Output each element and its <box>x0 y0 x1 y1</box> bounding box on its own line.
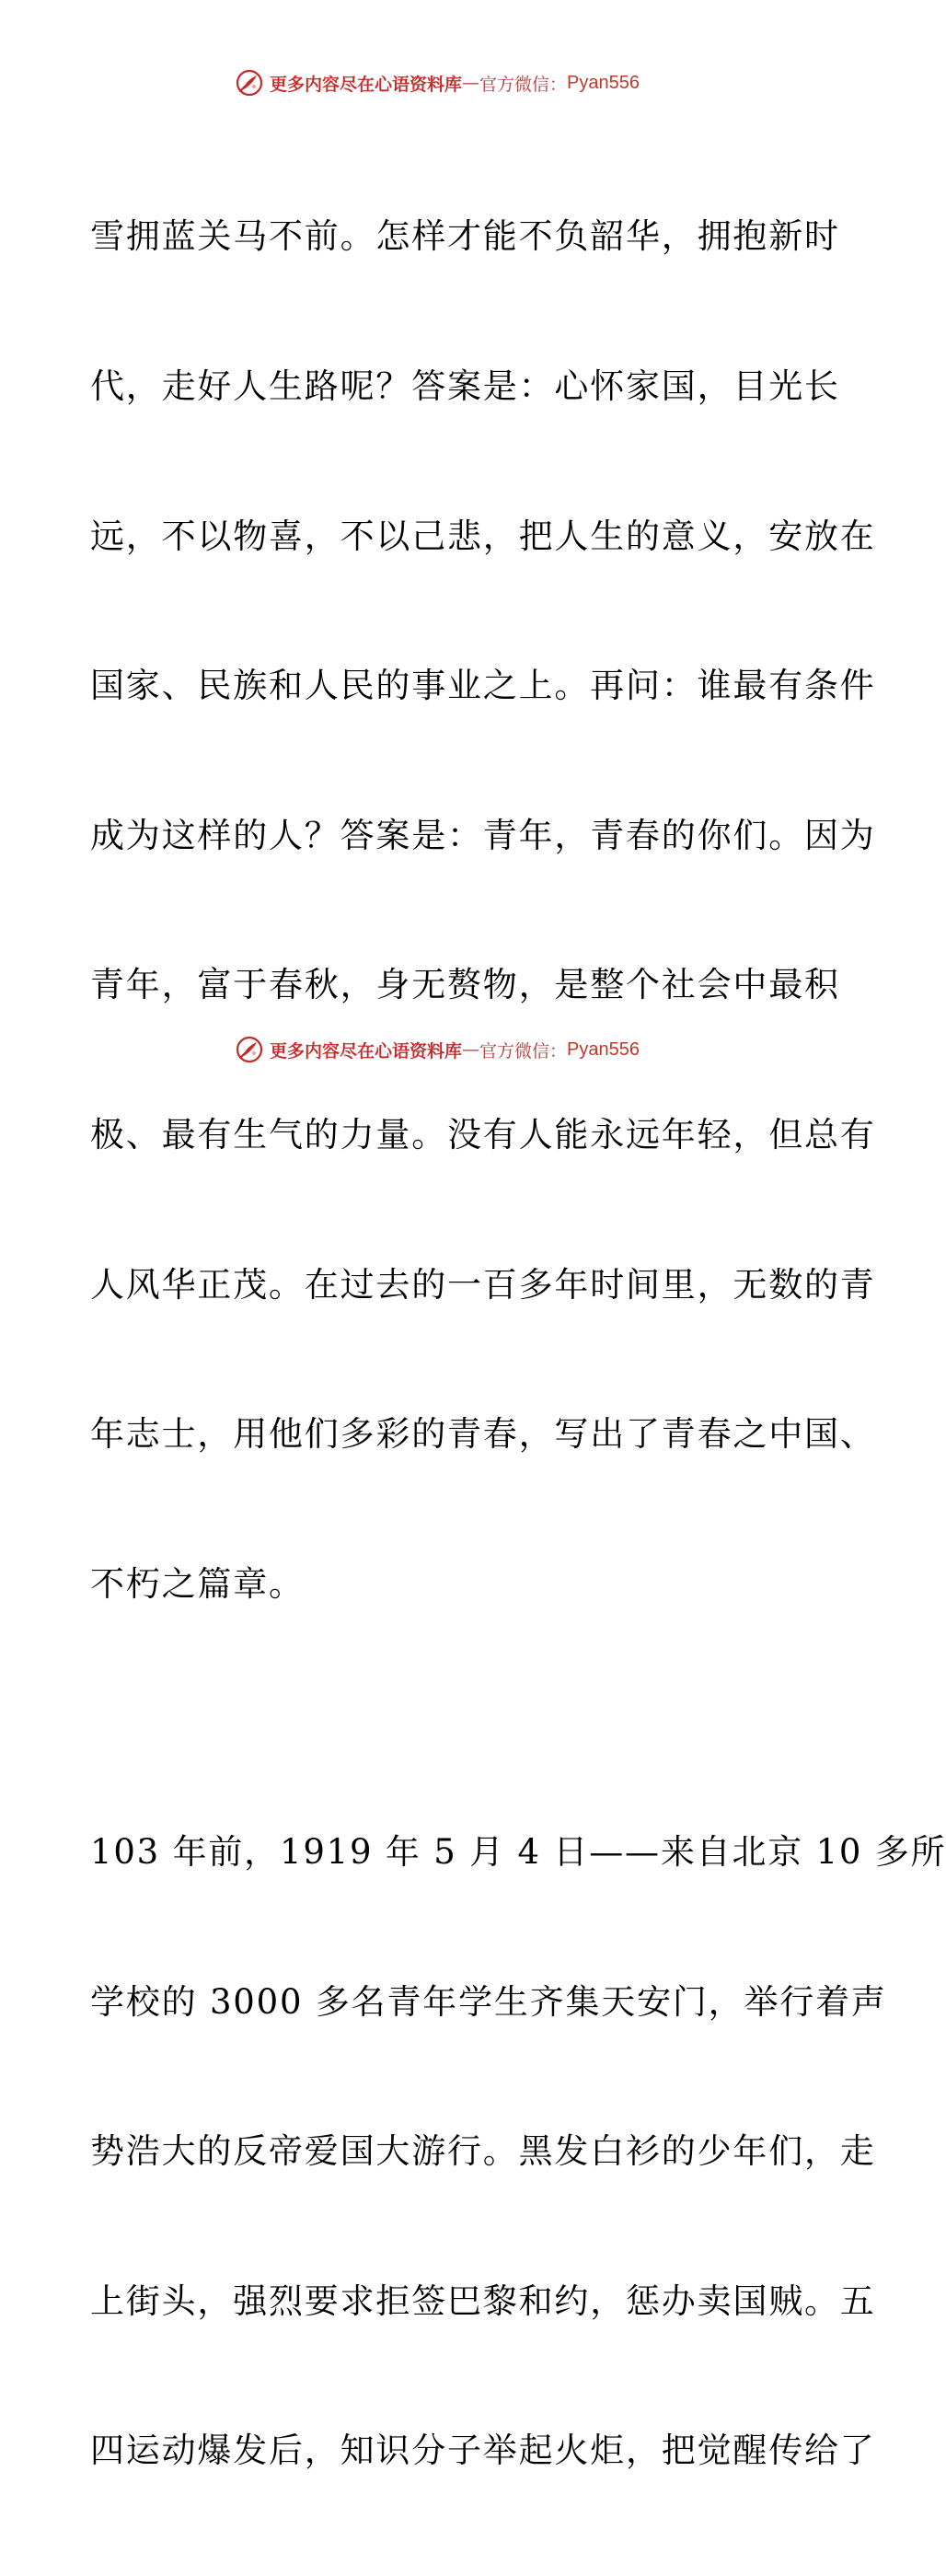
header-banner-dash: — <box>462 73 480 93</box>
footer-banner-dash: — <box>462 1039 480 1060</box>
header-banner-id: Pyan556 <box>567 72 640 93</box>
text-line: 国家、民族和人民的事业之上。再问：谁最有条件 <box>90 666 876 706</box>
text-line: 极、最有生气的力量。没有人能永远年轻，但总有 <box>90 1115 876 1155</box>
text-line: 青年，富于春秋，身无赘物，是整个社会中最积 <box>90 965 840 1005</box>
text-line: 成为这样的人？答案是：青年，青春的你们。因为 <box>90 815 876 855</box>
header-banner-sub: 官方微信： <box>479 74 568 95</box>
text-line: 年志士，用他们多彩的青春，写出了青春之中国、 <box>90 1414 876 1455</box>
footer-banner-sub: 官方微信： <box>479 1040 568 1062</box>
text-line: 远，不以物喜，不以己悲，把人生的意义，安放在 <box>90 516 876 556</box>
text-line: 学校的 3000 多名青年学生齐集天安门，举行着声 <box>90 1981 887 2022</box>
paragraph-1 <box>90 112 876 1710</box>
text-line: 103 年前，1919 年 5 月 4 日——来自北京 10 多所 <box>90 1831 946 1872</box>
header-banner-text: 更多内容尽在心语资料库 <box>270 74 463 95</box>
text-line: 代，走好人生路呢？答案是：心怀家国，目光长 <box>90 366 840 407</box>
text-line: 势浩大的反帝爱国大游行。黑发白衫的少年们，走 <box>90 2131 876 2172</box>
text-line: 四运动爆发后，知识分子举起火炬，把觉醒传给了 <box>90 2431 876 2471</box>
header-banner <box>0 64 874 101</box>
footer-banner-text: 更多内容尽在心语资料库 <box>270 1040 463 1062</box>
footer-banner-id: Pyan556 <box>567 1039 640 1060</box>
pen-quill-logo-icon <box>235 68 264 98</box>
paragraph-2 <box>90 1728 946 2576</box>
text-line: 人风华正茂。在过去的一百多年时间里，无数的青 <box>90 1264 876 1305</box>
pen-quill-logo-icon <box>235 1035 264 1064</box>
text-line: 雪拥蓝关马不前。怎样才能不负韶华，拥抱新时 <box>90 216 840 257</box>
text-line: 不朽之篇章。 <box>90 1563 305 1604</box>
text-line: 上街头，强烈要求拒签巴黎和约，惩办卖国贼。五 <box>90 2280 876 2321</box>
footer-banner <box>0 1031 874 1068</box>
document-body <box>90 112 946 2576</box>
